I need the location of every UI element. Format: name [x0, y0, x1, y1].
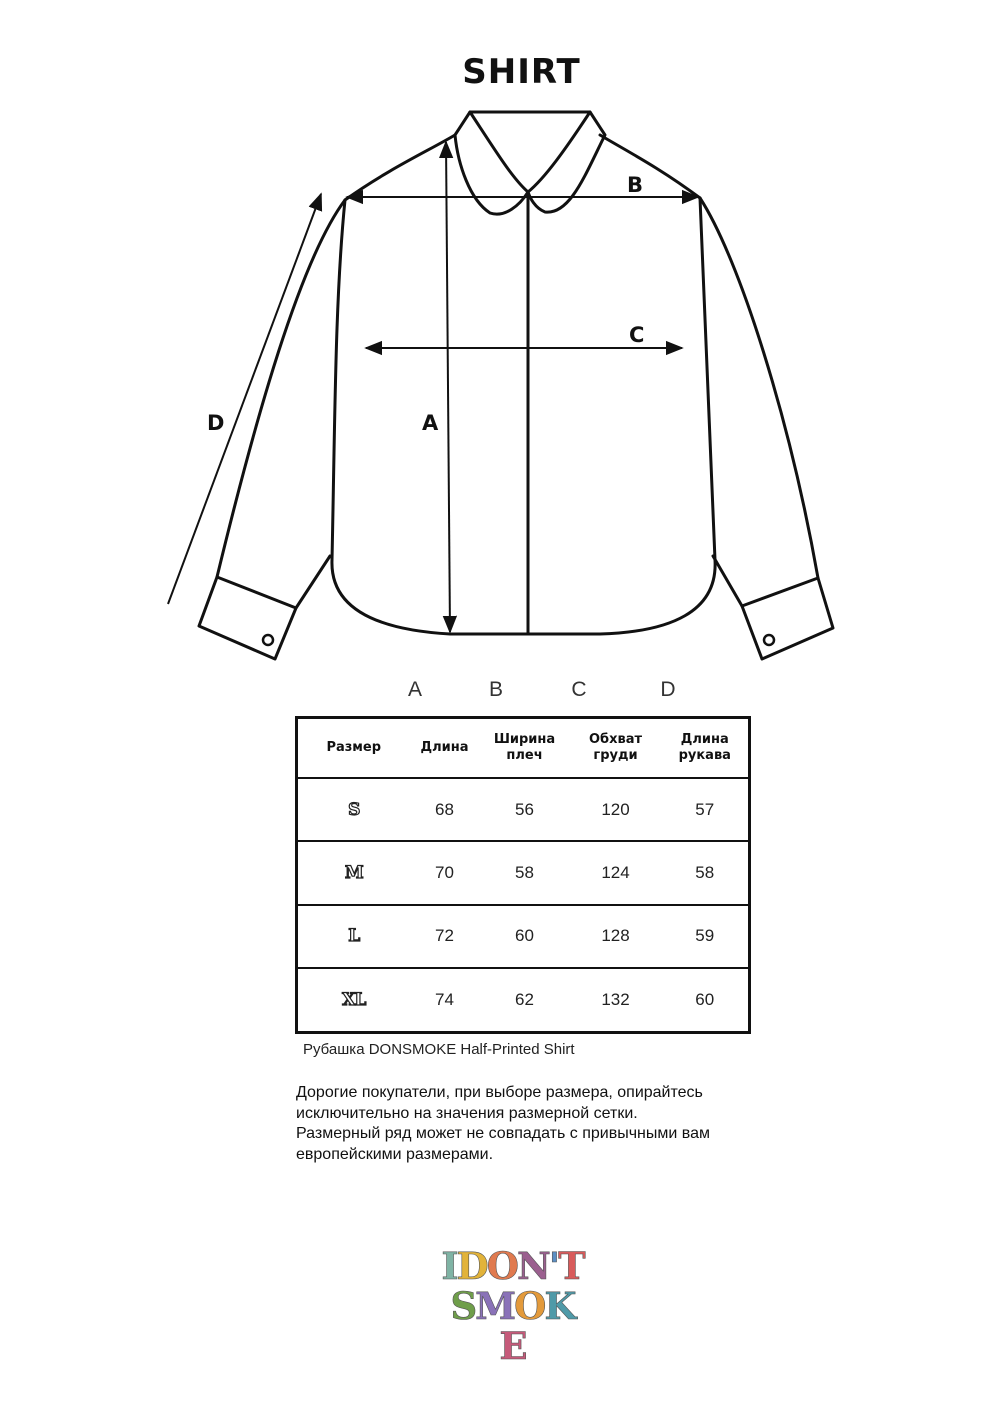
column-letter-d: D	[660, 678, 676, 701]
cell-b: 56	[480, 778, 570, 841]
size-badge: M	[344, 862, 363, 883]
left-cuff-button	[263, 635, 273, 645]
size-notice	[296, 1083, 766, 1165]
column-letter-a: A	[407, 678, 423, 701]
table-row	[297, 841, 750, 904]
logo-letter: I	[441, 1244, 457, 1288]
cell-c: 128	[570, 905, 662, 968]
shirt-body-outline	[332, 198, 715, 634]
notice-line: Размерный ряд может не совпадать с привычными вам	[296, 1125, 710, 1142]
logo-letter: N	[516, 1244, 549, 1288]
logo-letter: D	[456, 1244, 487, 1288]
logo-line-1	[440, 1246, 585, 1286]
notice-line: исключительно на значения размерной сетки.	[296, 1104, 638, 1122]
header-chest: Обхват груди	[570, 718, 662, 779]
size-badge: L	[348, 926, 360, 947]
table-row	[297, 778, 750, 841]
table-row	[297, 905, 750, 968]
size-badge: S	[348, 799, 360, 820]
measure-d-label: D	[207, 411, 225, 435]
logo-line-2	[440, 1286, 585, 1366]
measure-a-arrow	[446, 142, 450, 632]
measure-c-label: C	[629, 323, 645, 347]
logo-letter: '	[548, 1244, 559, 1288]
size-table	[295, 716, 751, 1034]
measure-b-label: B	[627, 173, 644, 197]
shirt-right-sleeve	[700, 198, 818, 606]
shirt-right-shoulder	[600, 135, 700, 198]
size-badge: XL	[342, 989, 366, 1010]
right-cuff-button	[764, 635, 774, 645]
cell-a: 70	[410, 841, 480, 904]
cell-a: 72	[410, 905, 480, 968]
cell-d: 60	[695, 989, 715, 1009]
column-letter-c: C	[571, 678, 587, 701]
logo-letter: E	[499, 1324, 526, 1368]
cell-c: 120	[570, 778, 662, 841]
column-letter-b: B	[488, 678, 504, 701]
notice-line: Дорогие покупатели, при выборе размера, опирайтесь	[296, 1084, 703, 1101]
header-shoulder-width: Ширина плеч	[480, 718, 570, 779]
cell-b: 62	[515, 989, 534, 1009]
table-header-row	[297, 718, 750, 779]
shirt-collar	[455, 112, 605, 214]
cell-a: 68	[410, 778, 480, 841]
measure-d-arrow	[168, 194, 321, 604]
cell-a: 74	[435, 989, 454, 1009]
logo-letter: O	[486, 1244, 517, 1288]
logo-letter: M	[475, 1284, 515, 1328]
shirt-collar-band	[470, 112, 590, 192]
brand-logo	[440, 1244, 585, 1368]
shirt-diagram	[0, 0, 1000, 680]
shirt-left-sleeve	[217, 200, 345, 608]
header-length: Длина	[410, 718, 480, 779]
product-caption: Рубашка DONSMOKE Half-Printed Shirt	[303, 1041, 575, 1058]
cell-d: 59	[662, 905, 750, 968]
cell-b: 58	[480, 841, 570, 904]
cell-c: 124	[570, 841, 662, 904]
logo-letter: K	[544, 1284, 575, 1328]
header-sleeve-length: Длина рукава	[662, 718, 750, 779]
cell-d: 58	[662, 841, 750, 904]
cell-d: 57	[662, 778, 750, 841]
logo-letter: S	[450, 1284, 476, 1328]
page-title: SHIRT	[462, 52, 581, 92]
logo-letter: O	[514, 1284, 545, 1328]
header-size: Размер	[297, 718, 410, 779]
measure-a-label: A	[422, 411, 439, 435]
notice-line: европейскими размерами.	[296, 1145, 494, 1163]
logo-letter: T	[558, 1244, 584, 1288]
cell-c: 132	[601, 989, 630, 1009]
shirt-left-shoulder	[345, 135, 455, 200]
table-row	[297, 968, 750, 1033]
column-letters	[0, 678, 1000, 708]
cell-b: 60	[480, 905, 570, 968]
